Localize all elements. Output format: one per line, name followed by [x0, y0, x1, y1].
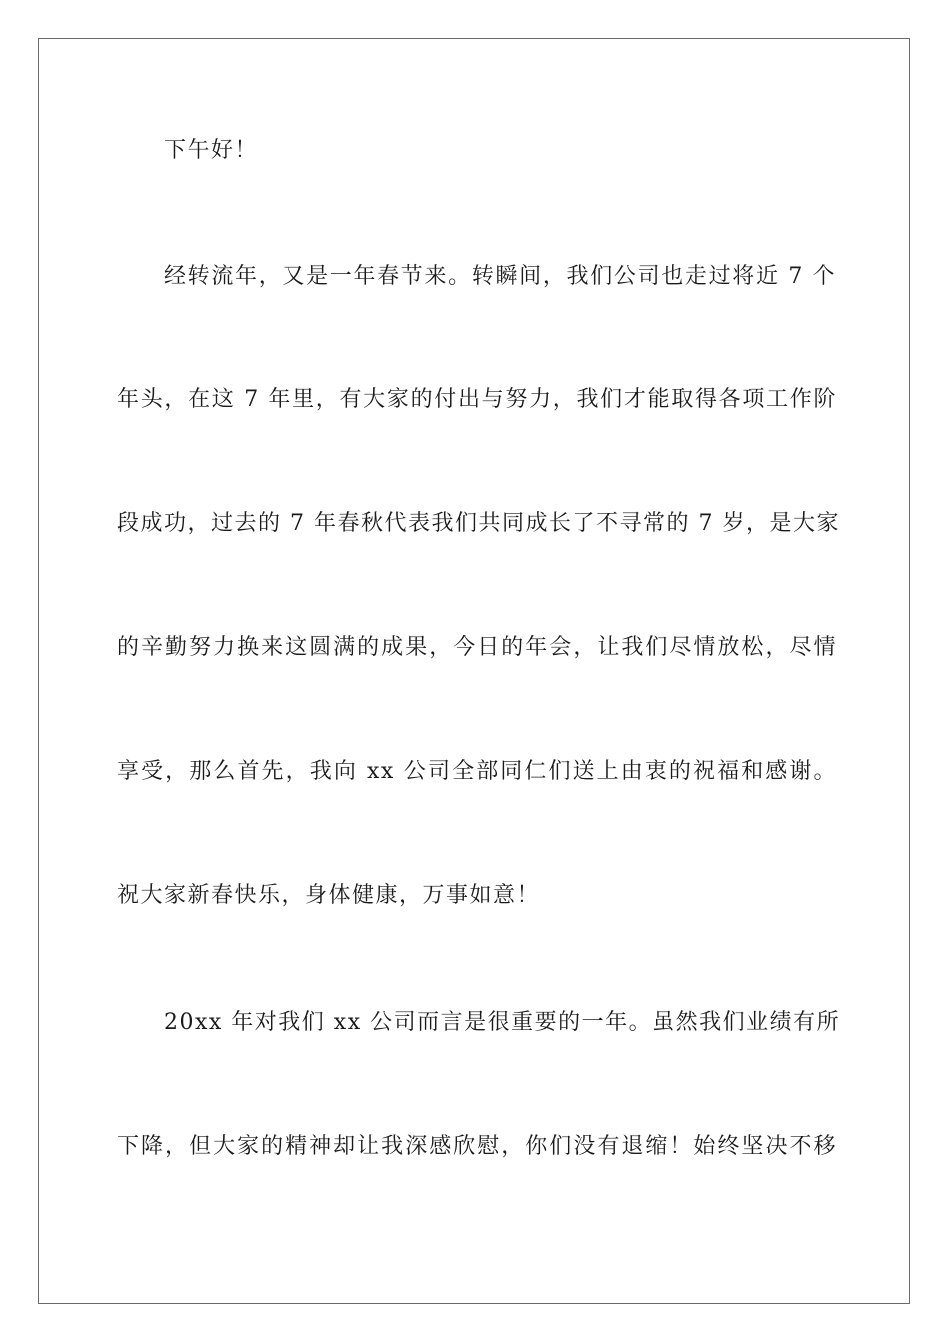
paragraph-1-line-1: 经转流年，又是一年春节来。转瞬间，我们公司也走过将近 7 个	[164, 264, 836, 289]
paragraph-1-line-2: 年头，在这 7 年里，有大家的付出与努力，我们才能取得各项工作阶	[117, 387, 837, 412]
paragraph-2-line-2: 下降，但大家的精神却让我深感欣慰，你们没有退缩！始终坚决不移	[117, 1134, 837, 1159]
paragraph-1-line-3: 段成功，过去的 7 年春秋代表我们共同成长了不寻常的 7 岁，是大家	[117, 511, 840, 536]
paragraph-2-line-1: 20xx 年对我们 xx 公司而言是很重要的一年。虽然我们业绩有所	[164, 1010, 841, 1035]
paragraph-1-line-4: 的辛勤努力换来这圆满的成果，今日的年会，让我们尽情放松，尽情	[117, 635, 837, 660]
page-border	[38, 38, 910, 1304]
greeting-line: 下午好！	[164, 138, 259, 163]
paragraph-1-line-6: 祝大家新春快乐，身体健康，万事如意！	[117, 883, 541, 908]
paragraph-1-line-5: 享受，那么首先，我向 xx 公司全部同仁们送上由衷的祝福和感谢。	[117, 759, 837, 784]
